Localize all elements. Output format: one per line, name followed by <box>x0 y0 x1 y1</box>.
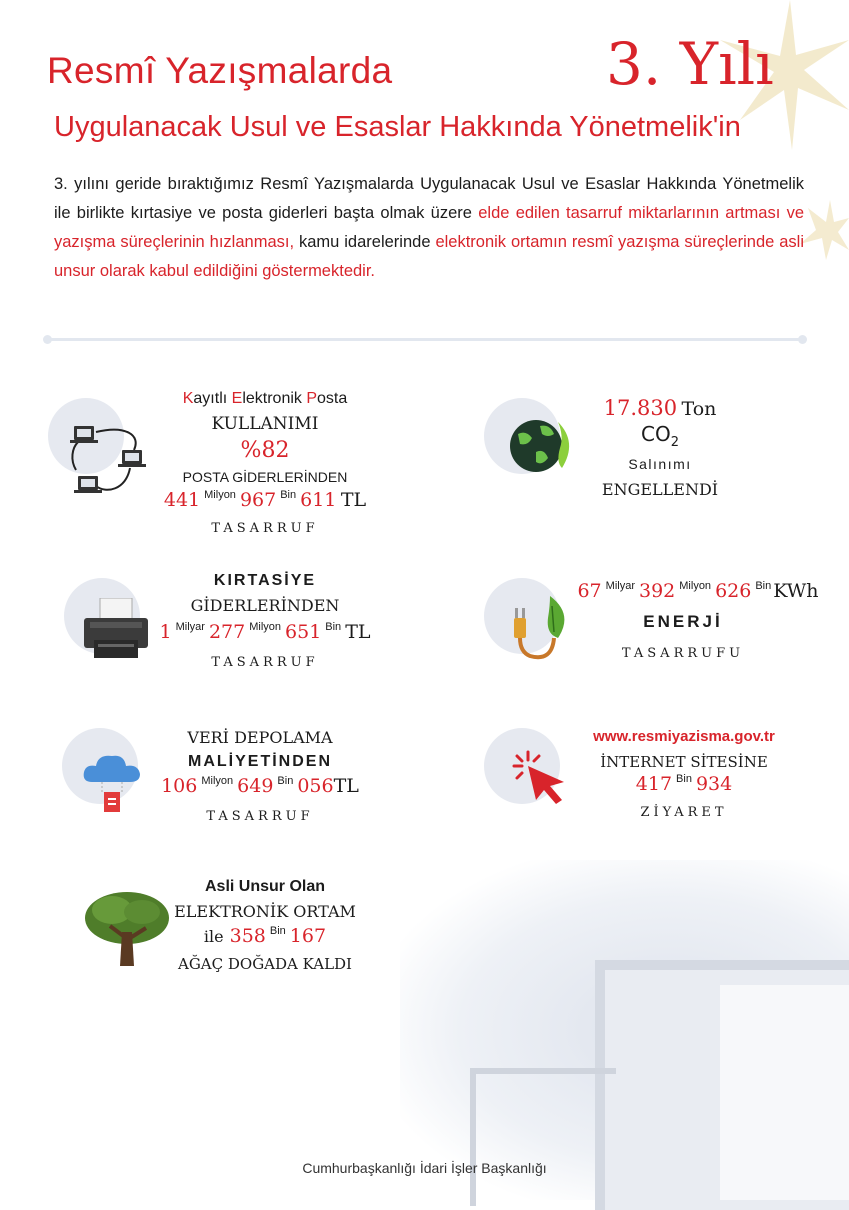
click-cursor-icon <box>508 748 572 808</box>
tree-stat <box>150 878 380 973</box>
stationery-saving-amount: 1 $^{Milyar}$ 277 $^{Milyon}$ 651 $^{Bin}$ TL <box>159 621 371 643</box>
kep-saving-label: TASARRUF <box>211 521 319 536</box>
stationery-title: KIRTASİYE <box>213 572 317 589</box>
kep-postal-label: POSTA GİDERLERİNDEN <box>182 469 348 485</box>
cloud-storage-icon <box>82 748 142 814</box>
stationery-stat <box>150 572 380 670</box>
footer-organization: Cumhurbaşkanlığı İdari İşler Başkanlığı <box>302 1160 547 1176</box>
storage-saving-amount: 106 $^{Milyon}$ 649 $^{Bin}$ 056TL <box>161 775 359 797</box>
storage-title: VERİ DEPOLAMA <box>187 728 333 747</box>
kep-stat <box>150 390 380 536</box>
intro-paragraph <box>54 170 804 286</box>
co2-prevented-label: ENGELLENDİ <box>601 480 719 499</box>
website-stat <box>566 728 802 820</box>
tree-title: Asli Unsur Olan <box>204 878 326 895</box>
storage-stat <box>150 728 370 824</box>
energy-stat <box>568 580 828 661</box>
green-earth-icon <box>506 412 578 476</box>
title-year: 3. Yılı <box>606 30 774 98</box>
intro-text-1: 3. yılını geride bıraktığımız Resmî Yazışmalarda Uygulanacak Usul ve Esaslar Hakkında Yönetmelik ile birlikte kırtasiye ve posta giderleri başta olmak üzere <box>54 175 804 222</box>
kep-title: Kayıtlı Elektronik Posta <box>182 390 348 407</box>
background-monitor-stand <box>470 1068 616 1206</box>
website-visit-label: ZİYARET <box>640 805 728 820</box>
tree-electronic-label: ELEKTRONİK ORTAM <box>174 902 356 921</box>
page-subtitle: Uygulanacak Usul ve Esaslar Hakkında Yönetmelik'in <box>54 111 741 143</box>
kep-percent: %82 <box>240 438 290 463</box>
stationery-saving-label: TASARRUF <box>211 655 319 670</box>
energy-saving-label: TASARRUFU <box>621 646 745 661</box>
energy-title: ENERJİ <box>643 612 723 631</box>
website-url[interactable]: www.resmiyazisma.gov.tr <box>593 728 775 745</box>
storage-saving-label: TASARRUF <box>206 809 314 824</box>
intro-highlight-1: elde edilen tasarruf miktarlarının artması ve yazışma süreçlerinin hızlanması, <box>54 204 804 251</box>
kep-usage-label: KULLANIMI <box>211 414 319 434</box>
co2-label: $CO_2$ <box>641 422 679 450</box>
tree-count: ile 358 $^{Bin}$ 167 <box>203 925 327 947</box>
tree-saved-label: AĞAÇ DOĞADA KALDI <box>177 955 352 973</box>
co2-emission-label: Salınımı <box>628 456 692 472</box>
co2-stat <box>580 396 740 499</box>
storage-cost-label: MALİYETİNDEN <box>188 753 332 770</box>
stationery-expenses-label: GİDERLERİNDEN <box>190 596 340 615</box>
divider-dot-right <box>798 335 807 344</box>
energy-amount: 67 $^{Milyar}$ 392 $^{Milyon}$ 626 $^{Bin}$ KWh <box>577 580 819 602</box>
divider <box>47 338 802 341</box>
intro-text-2: kamu idarelerinde <box>294 233 436 251</box>
intro-highlight-2: elektronik ortamın resmî yazışma süreçlerinde asli unsur olarak kabul edildiğini göstermektedir. <box>54 233 804 280</box>
co2-amount: 17.830 Ton <box>603 396 717 420</box>
kep-saving-amount: 441 $^{Milyon}$ 967 $^{Bin}$ 611 TL <box>163 489 367 511</box>
page-title: Resmî Yazışmalarda <box>47 50 393 91</box>
website-visit-count: 417 $^{Bin}$ 934 <box>635 773 733 795</box>
website-label: İNTERNET SİTESİNE <box>600 753 768 771</box>
printer-icon <box>82 598 150 660</box>
computer-network-icon <box>66 420 152 500</box>
